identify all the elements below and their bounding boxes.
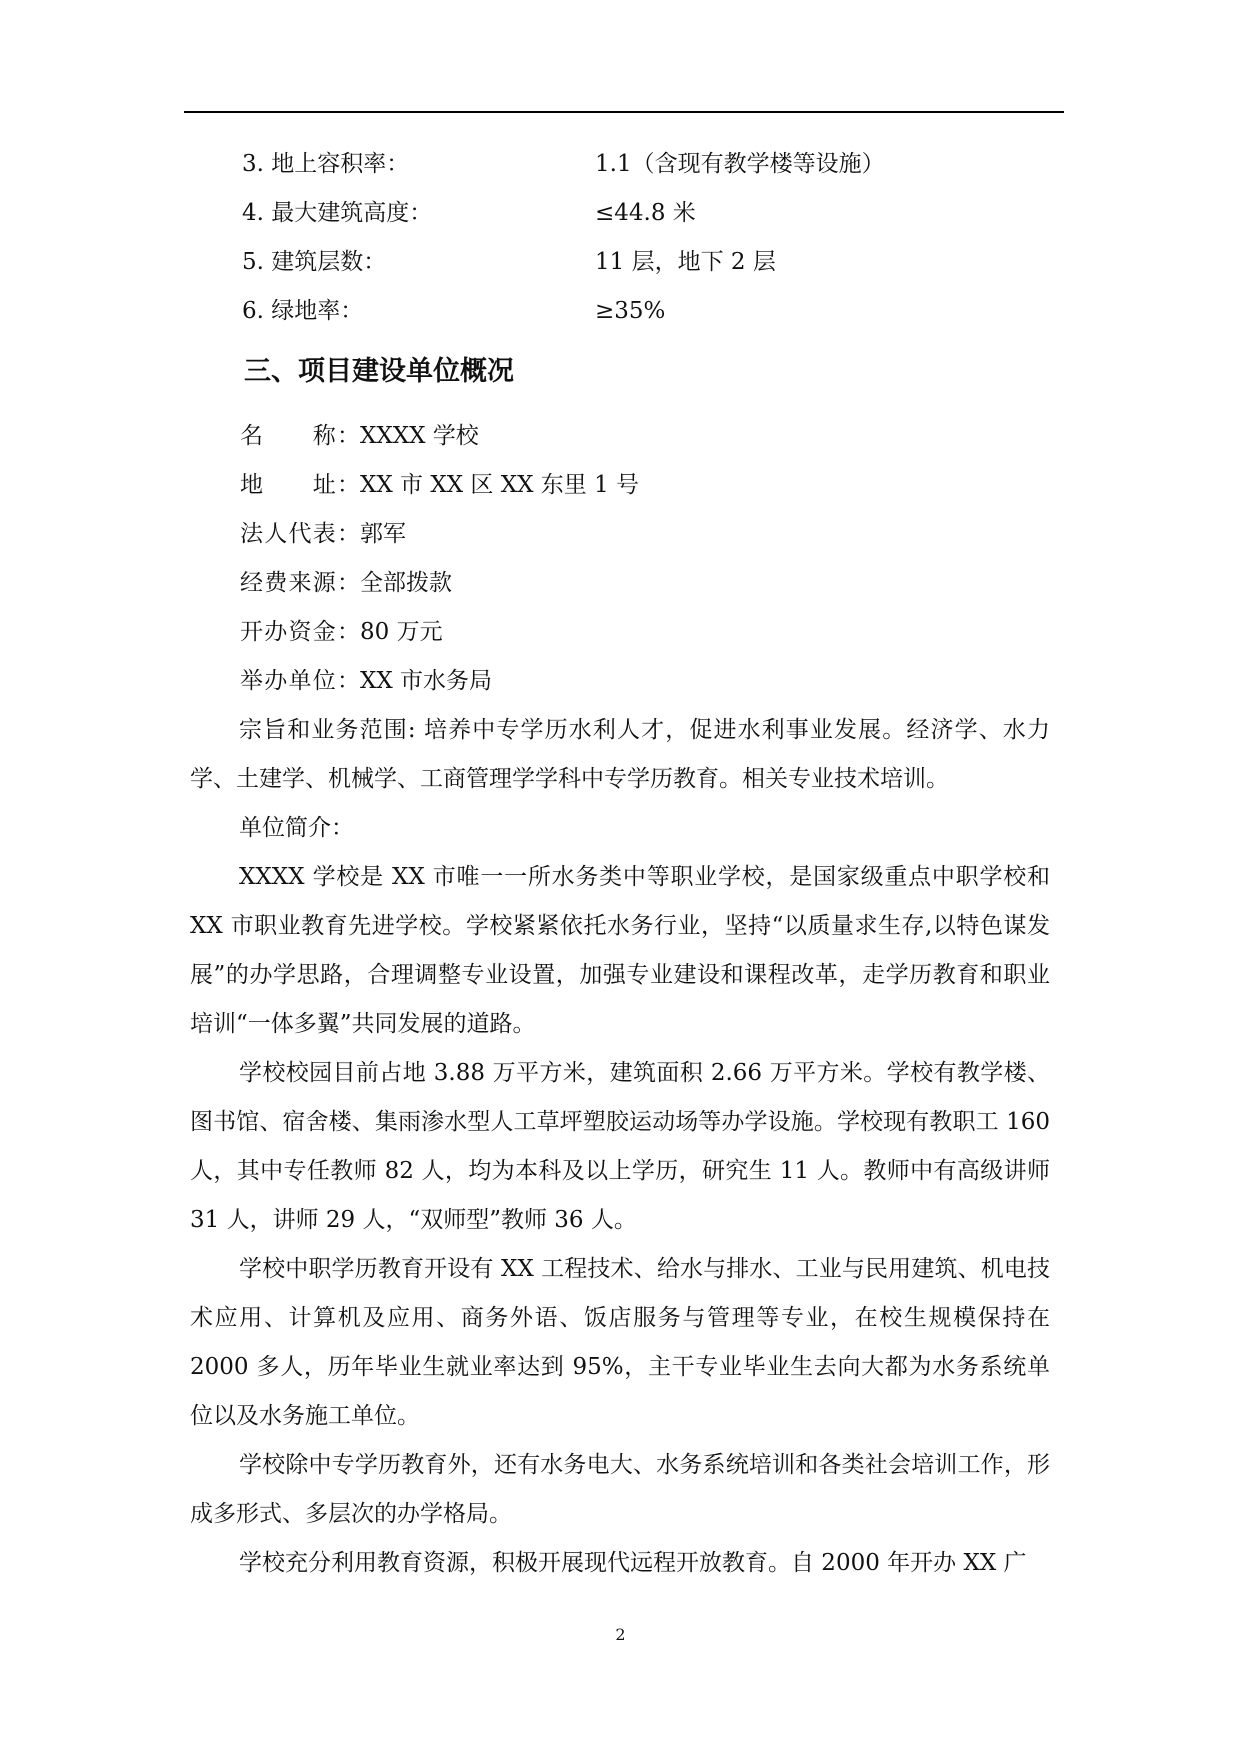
- spec-value: 11 层，地下 2 层: [595, 249, 776, 275]
- spec-row: [190, 140, 1050, 189]
- spec-value: 1.1（含现有教学楼等设施）: [595, 151, 885, 177]
- paragraph: 宗旨和业务范围: 培养中专学历水利人才，促进水利事业发展。经济学、水力学、土建学、机械学、工商管理学学科中专学历教育。相关专业技术培训。: [190, 717, 1050, 792]
- info-label: 名 称：: [240, 423, 360, 449]
- info-label: 法人代表：: [240, 521, 360, 547]
- info-value: XX 市水务局: [360, 668, 493, 694]
- paragraph: 学校充分利用教育资源，积极开展现代远程开放教育。自 2000 年开办 XX 广: [239, 1550, 1027, 1576]
- org-info: [190, 412, 1050, 706]
- paragraph: 学校校园目前占地 3.88 万平方米，建筑面积 2.66 万平方米。学校有教学楼、图书馆、宿舍楼、集雨渗水型人工草坪塑胶运动场等办学设施。学校现有教职工 160 人，其中专任教师 82 人，均为本科及以上学历，研究生 11 人。教师中有高级讲师 31 人，讲师 29 人，“双师型”教师 36 人。: [190, 1060, 1050, 1233]
- info-label: 地 址：: [240, 472, 360, 498]
- header-rule: [184, 111, 1064, 113]
- paragraph: 学校中职学历教育开设有 XX 工程技术、给水与排水、工业与民用建筑、机电技术应用、计算机及应用、商务外语、饭店服务与管理等专业，在校生规模保持在 2000 多人，历年毕业生就业率达到 95%，主干专业毕业生去向大都为水务系统单位以及水务施工单位。: [190, 1256, 1050, 1429]
- spec-label: 4. 最大建筑高度：: [242, 200, 433, 226]
- info-label: 经费来源：: [240, 570, 360, 596]
- spec-row: [190, 287, 1050, 336]
- info-label: 开办资金：: [240, 619, 360, 645]
- info-value: 郭军: [360, 521, 406, 547]
- info-line: [190, 608, 1050, 657]
- info-value: 80 万元: [360, 619, 443, 645]
- page-content: [190, 140, 1050, 1588]
- info-line: [190, 461, 1050, 510]
- info-value: 全部拨款: [360, 570, 452, 596]
- spec-label: 3. 地上容积率：: [242, 151, 410, 177]
- info-line: [190, 559, 1050, 608]
- page-number: 2: [615, 1625, 626, 1644]
- paragraph: 学校除中专学历教育外，还有水务电大、水务系统培训和各类社会培训工作，形成多形式、多层次的办学格局。: [190, 1452, 1050, 1527]
- spec-value: ≥35%: [595, 298, 666, 324]
- paragraph: 单位简介：: [239, 815, 354, 841]
- info-line: [190, 412, 1050, 461]
- paragraph: XXXX 学校是 XX 市唯一一所水务类中等职业学校，是国家级重点中职学校和 XX 市职业教育先进学校。学校紧紧依托水务行业，坚持“以质量求生存,以特色谋发展”的办学思路，合理调整专业设置，加强专业建设和课程改革，走学历教育和职业培训“一体多翼”共同发展的道路。: [190, 864, 1050, 1037]
- info-line: [190, 510, 1050, 559]
- spec-value: ≤44.8 米: [595, 200, 696, 226]
- spec-row: [190, 238, 1050, 287]
- section-heading: 三、项目建设单位概况: [244, 356, 514, 387]
- spec-list: [190, 140, 1050, 336]
- spec-label: 5. 建筑层数：: [242, 249, 387, 275]
- spec-row: [190, 189, 1050, 238]
- info-value: XXXX 学校: [360, 423, 479, 449]
- info-line: [190, 657, 1050, 706]
- spec-label: 6. 绿地率：: [242, 298, 364, 324]
- info-label: 举办单位：: [240, 668, 360, 694]
- info-value: XX 市 XX 区 XX 东里 1 号: [360, 472, 640, 498]
